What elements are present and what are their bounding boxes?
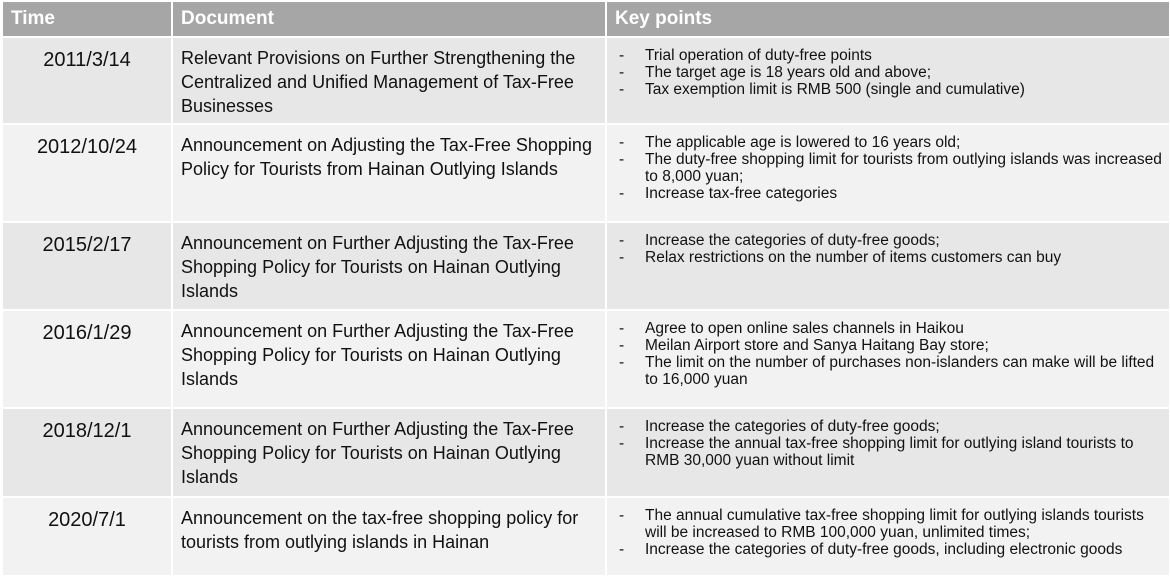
table-row [2, 497, 1170, 576]
key-point: - The duty-free shopping limit for tourists from outlying islands was increased to 8,000 yuan; [607, 151, 1163, 185]
key-point: - Agree to open online sales channels in Haikou [607, 320, 1163, 337]
policy-table [1, 0, 1170, 577]
row-document: Announcement on Further Adjusting the Tax-Free Shopping Policy for Tourists on Hainan Outlying Islands [172, 310, 606, 408]
row-key-points [606, 222, 1170, 310]
row-time: 2016/1/29 [2, 310, 172, 408]
key-point: - Increase the annual tax-free shopping limit for outlying island tourists to RMB 30,000 yuan without limit [607, 435, 1163, 469]
row-document: Announcement on Further Adjusting the Tax-Free Shopping Policy for Tourists on Hainan Outlying Islands [172, 222, 606, 310]
header-document: Document [172, 1, 606, 37]
row-document: Announcement on the tax-free shopping policy for tourists from outlying islands in Hainan [172, 497, 606, 576]
row-document: Relevant Provisions on Further Strengthening the Centralized and Unified Management of Tax-Free Businesses [172, 37, 606, 124]
row-document: Announcement on Further Adjusting the Tax-Free Shopping Policy for Tourists on Hainan Outlying Islands [172, 408, 606, 497]
key-point: - Increase tax-free categories [607, 185, 1163, 202]
row-key-points [606, 408, 1170, 497]
header-key-points: Key points [606, 1, 1170, 37]
row-time: 2011/3/14 [2, 37, 172, 124]
table-row [2, 222, 1170, 310]
key-point: - The applicable age is lowered to 16 years old; [607, 134, 1163, 151]
row-key-points [606, 37, 1170, 124]
row-time: 2015/2/17 [2, 222, 172, 310]
header-time: Time [2, 1, 172, 37]
row-time: 2012/10/24 [2, 124, 172, 222]
table-row [2, 124, 1170, 222]
table-row [2, 310, 1170, 408]
row-time: 2020/7/1 [2, 497, 172, 576]
row-time: 2018/12/1 [2, 408, 172, 497]
key-point: - Increase the categories of duty-free goods; [607, 232, 1163, 249]
key-point: - Meilan Airport store and Sanya Haitang Bay store; [607, 337, 1163, 354]
row-key-points [606, 497, 1170, 576]
row-document: Announcement on Adjusting the Tax-Free Shopping Policy for Tourists from Hainan Outlying Islands [172, 124, 606, 222]
key-point: - Tax exemption limit is RMB 500 (single and cumulative) [607, 81, 1163, 98]
key-point: - Trial operation of duty-free points [607, 47, 1163, 64]
key-point: - Increase the categories of duty-free goods, including electronic goods [607, 541, 1163, 558]
key-point: - Increase the categories of duty-free goods; [607, 418, 1163, 435]
header-row [2, 1, 1170, 37]
key-point: - The target age is 18 years old and above; [607, 64, 1163, 81]
table-row [2, 37, 1170, 124]
row-key-points [606, 310, 1170, 408]
key-point: - Relax restrictions on the number of items customers can buy [607, 249, 1163, 266]
key-point: - The limit on the number of purchases non-islanders can make will be lifted to 16,000 yuan [607, 354, 1163, 388]
table-row [2, 408, 1170, 497]
row-key-points [606, 124, 1170, 222]
key-point: - The annual cumulative tax-free shopping limit for outlying islands tourists will be increased to RMB 100,000 yuan, unlimited times; [607, 507, 1163, 541]
